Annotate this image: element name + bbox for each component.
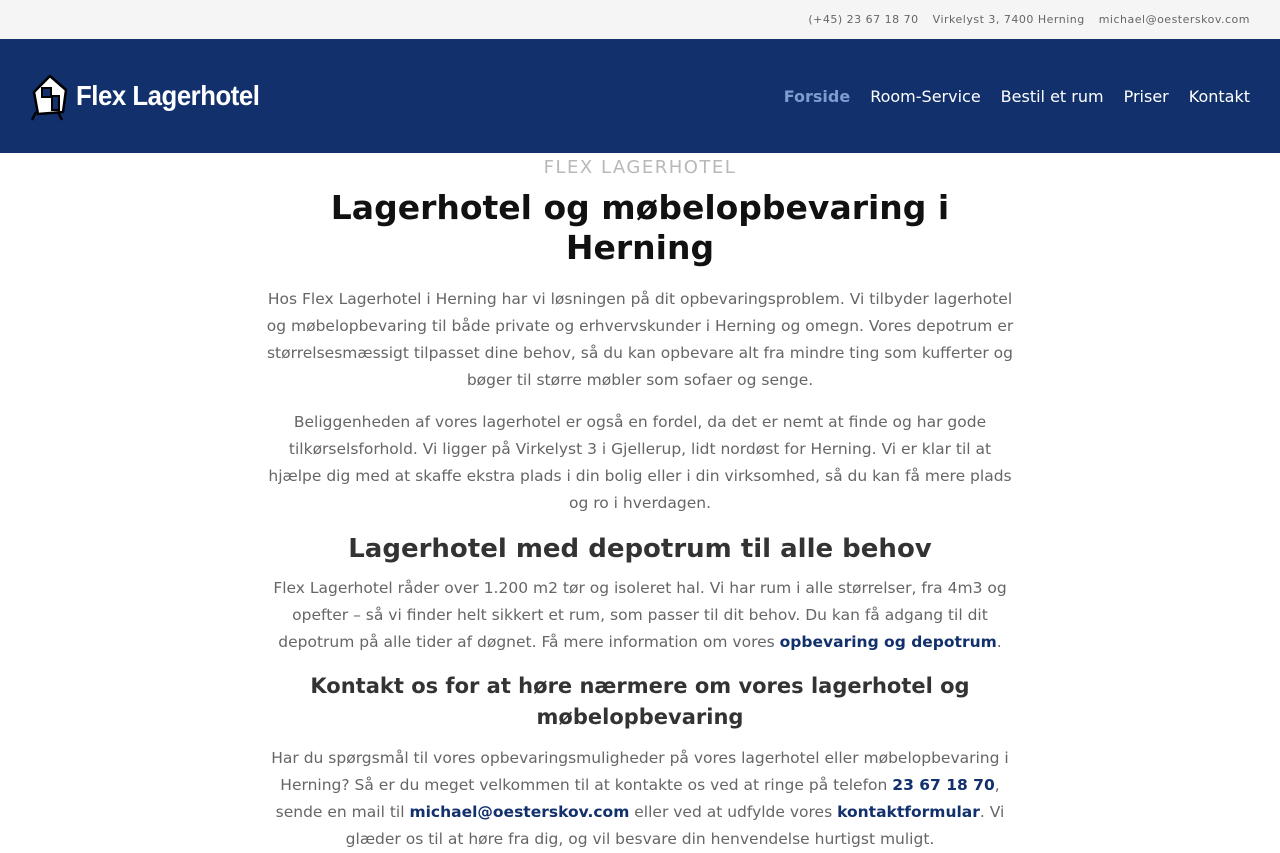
contact-heading: Kontakt os for at høre nærmere om vores lagerhotel og møbelopbevaring xyxy=(310,674,970,729)
main-content xyxy=(260,157,1020,853)
contact-paragraph xyxy=(260,745,1020,853)
logo-text: Flex Lagerhotel xyxy=(76,80,260,111)
nav-kontakt[interactable]: Kontakt xyxy=(1188,86,1250,106)
depot-paragraph xyxy=(260,575,1020,656)
depot-heading: Lagerhotel med depotrum til alle behov xyxy=(348,534,932,564)
storage-link[interactable]: opbevaring og depotrum xyxy=(779,633,997,651)
topbar-phone[interactable]: (+45) 23 67 18 70 xyxy=(808,13,919,26)
depot-text-end: . xyxy=(996,633,1002,651)
email-link[interactable]: michael@oesterskov.com xyxy=(409,803,630,821)
depot-text: Flex Lagerhotel råder over 1.200 m2 tør og isoleret hal. Vi har rum i alle størrelser, fra 4m3 og opefter – så vi finder helt sikkert et rum, som passer til dit behov. Du kan få adgang til dit depotrum på alle tider af døgnet. Få mere information om vores xyxy=(273,579,1007,651)
contact-text-1: Har du spørgsmål til vores opbevaringsmuligheder på vores lagerhotel eller møbelopbevaring i Herning? Så er du meget velkommen til at kontakte os ved at ringe på telefon xyxy=(271,749,1009,794)
house-logo-icon xyxy=(30,68,70,124)
topbar-address: Virkelyst 3, 7400 Herning xyxy=(932,13,1085,26)
contact-text-3: eller ved at udfylde vores xyxy=(629,803,838,821)
intro-paragraph: Hos Flex Lagerhotel i Herning har vi løsningen på dit opbevaringsproblem. Vi tilbyder lagerhotel og møbelopbevaring til både private og erhvervskunder i Herning og omegn. Vores depotrum er størrelsesmæssigt tilpasset dine behov, så du kan opbevare alt fra mindre ting som kufferter og bøger til større møbler som sofaer og senge. xyxy=(266,290,1014,389)
phone-link[interactable]: 23 67 18 70 xyxy=(892,776,995,794)
site-logo[interactable] xyxy=(30,68,275,124)
nav-forside[interactable]: Forside xyxy=(783,86,851,106)
nav-priser[interactable]: Priser xyxy=(1123,86,1169,106)
nav-room-service[interactable]: Room-Service xyxy=(870,86,981,106)
contact-text-2: , sende en mail til xyxy=(275,776,1000,821)
eyebrow-heading: FLEX LAGERHOTEL xyxy=(543,157,737,178)
topbar-email[interactable]: michael@oesterskov.com xyxy=(1098,13,1250,26)
contact-text-4: . Vi glæder os til at høre fra dig, og vil besvare din henvendelse hurtigst muligt. xyxy=(345,803,1005,848)
site-header xyxy=(0,39,1280,153)
page-title: Lagerhotel og møbelopbevaring i Herning xyxy=(330,188,950,267)
main-nav xyxy=(764,87,1250,106)
location-paragraph: Beliggenheden af vores lagerhotel er også en fordel, da det er nemt at finde og har gode tilkørselsforhold. Vi ligger på Virkelyst 3 i Gjellerup, lidt nordøst for Herning. Vi er klar til at hjælpe dig med at skaffe ekstra plads i din bolig eller i din virksomhed, så du kan få mere plads og ro i hverdagen. xyxy=(268,413,1012,512)
top-info-bar xyxy=(0,0,1280,39)
nav-bestil-et-rum[interactable]: Bestil et rum xyxy=(1000,86,1104,106)
contact-form-link[interactable]: kontaktformular xyxy=(837,803,980,821)
